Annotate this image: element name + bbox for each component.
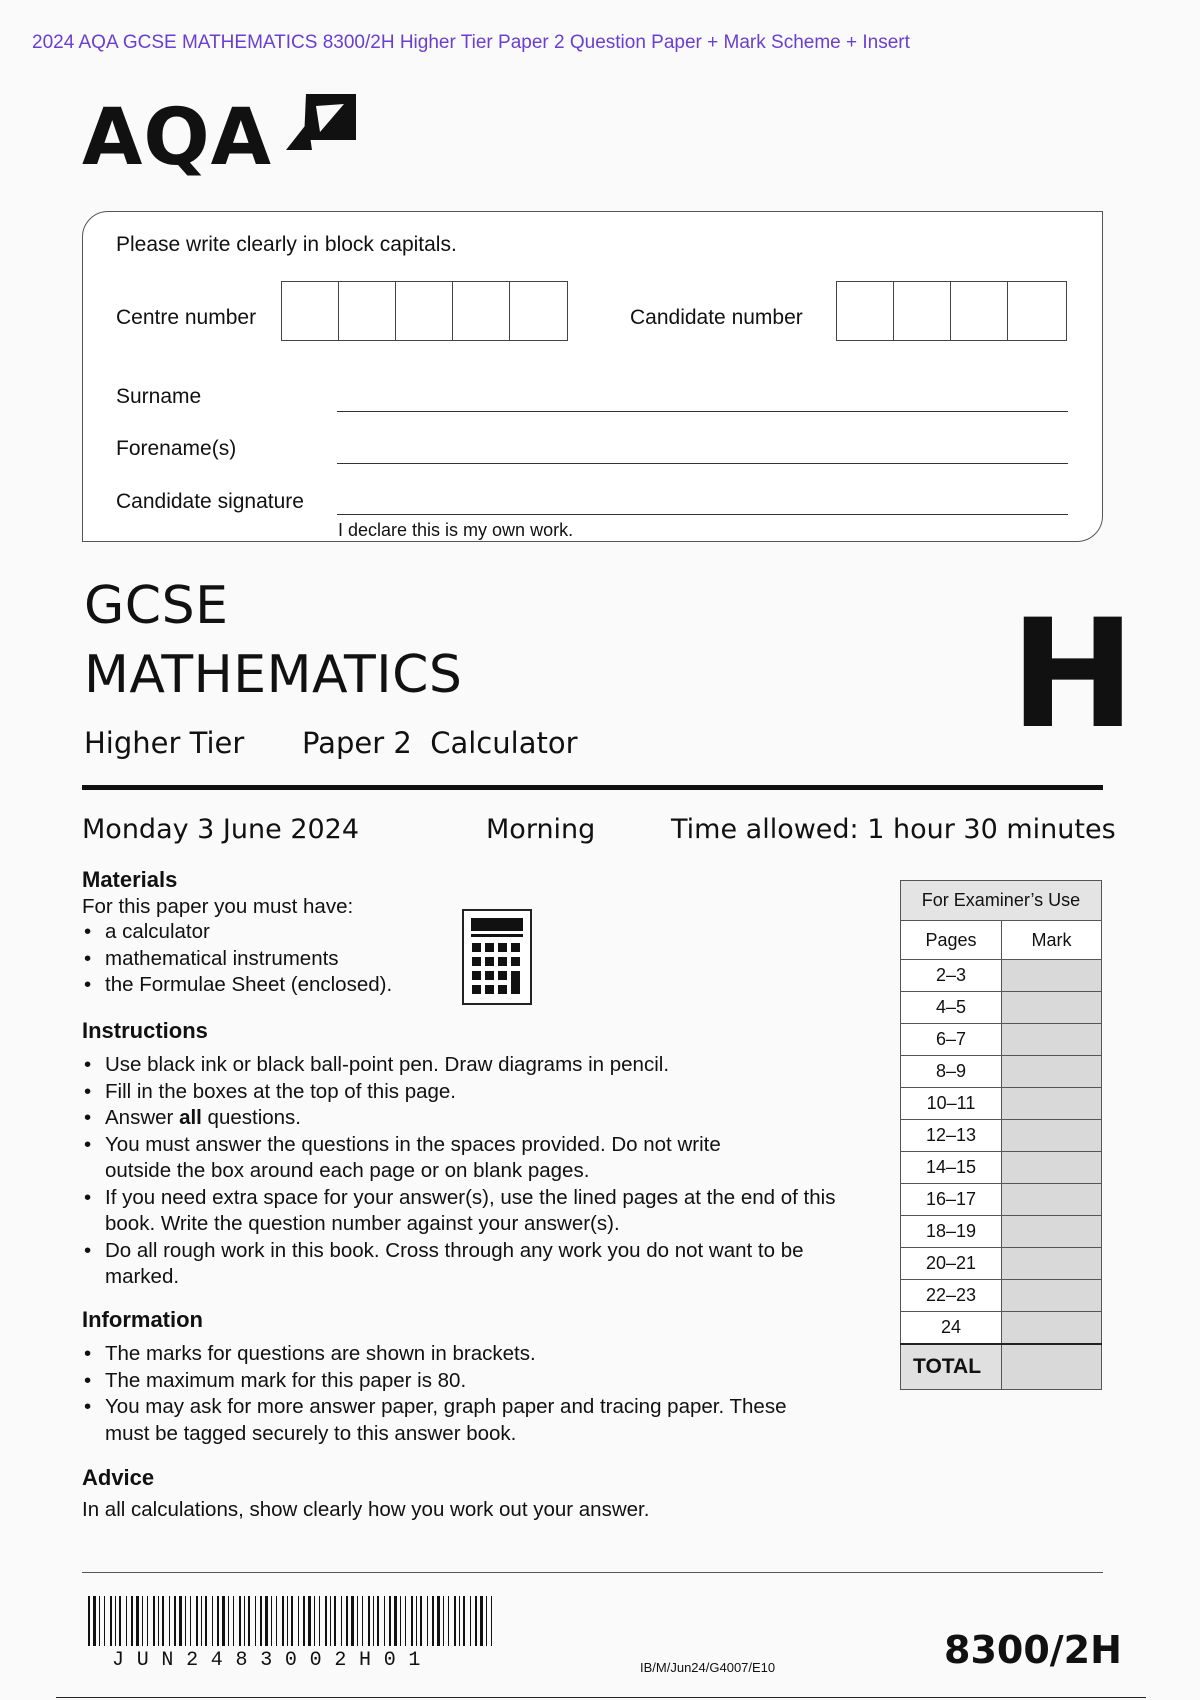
information-heading: Information <box>82 1307 203 1332</box>
forename-label: Forename(s) <box>116 437 237 460</box>
reference-code: IB/M/Jun24/G4007/E10 <box>640 1660 776 1675</box>
table-row: 12–13 <box>901 1120 1102 1152</box>
list-item: • the Formulae Sheet (enclosed). <box>82 972 482 999</box>
paper-code: 8300/2H <box>944 1628 1122 1672</box>
aqa-logo-text: AQA <box>82 93 273 183</box>
exam-session: Morning <box>486 814 596 845</box>
candidate-number-field[interactable] <box>836 281 1067 341</box>
mark-column-header: Mark <box>1002 921 1102 960</box>
mark-cell <box>1002 960 1102 992</box>
centre-digit-box[interactable] <box>282 282 339 340</box>
mark-cell <box>1002 992 1102 1024</box>
signature-line[interactable] <box>337 514 1068 515</box>
declaration-text: I declare this is my own work. <box>338 520 574 540</box>
barcode-image <box>88 1596 498 1654</box>
advice-heading: Advice <box>82 1465 155 1490</box>
subject-title: MATHEMATICS <box>84 645 463 705</box>
list-item: • The maximum mark for this paper is 80. <box>82 1368 802 1395</box>
candidate-digit-box[interactable] <box>894 282 951 340</box>
table-row: 20–21 <box>901 1248 1102 1280</box>
information-list <box>82 1341 802 1447</box>
advice-text: In all calculations, show clearly how you work out your answer. <box>82 1498 650 1521</box>
signature-label: Candidate signature <box>116 490 304 513</box>
total-mark-cell <box>1002 1344 1102 1390</box>
mark-cell <box>1002 1248 1102 1280</box>
aqa-logo-mark-icon <box>286 92 358 152</box>
mark-cell <box>1002 1056 1102 1088</box>
mark-cell <box>1002 1184 1102 1216</box>
list-item: • You may ask for more answer paper, graph paper and tracing paper. These must be tagged securely to this answer book. <box>82 1394 802 1447</box>
materials-heading: Materials <box>82 867 178 892</box>
aqa-logo <box>82 88 352 188</box>
examiner-use-table <box>900 880 1102 1390</box>
pages-column-header: Pages <box>901 921 1002 960</box>
exam-date: Monday 3 June 2024 <box>82 814 360 845</box>
mark-cell <box>1002 1024 1102 1056</box>
tier-letter: H <box>1010 588 1136 762</box>
forename-line[interactable] <box>337 463 1068 464</box>
table-row: 22–23 <box>901 1280 1102 1312</box>
centre-number-label: Centre number <box>116 306 257 329</box>
table-row: 18–19 <box>901 1216 1102 1248</box>
examiner-table-heading: For Examiner’s Use <box>901 881 1102 921</box>
list-item: • Fill in the boxes at the top of this page. <box>82 1079 852 1106</box>
instructions-heading: Instructions <box>82 1018 208 1043</box>
instructions-list <box>82 1052 852 1291</box>
calculator-icon <box>462 909 532 1005</box>
mark-cell <box>1002 1216 1102 1248</box>
table-row: 16–17 <box>901 1184 1102 1216</box>
list-item: • You must answer the questions in the spaces provided. Do not write outside the box around each page or on blank pages. <box>82 1132 852 1185</box>
centre-digit-box[interactable] <box>396 282 453 340</box>
table-row: 4–5 <box>901 992 1102 1024</box>
barcode-text: JUN2483002H01 <box>112 1649 434 1672</box>
list-item: • Answer all questions. <box>82 1105 852 1132</box>
mark-cell <box>1002 1088 1102 1120</box>
document-banner-title: 2024 AQA GCSE MATHEMATICS 8300/2H Higher Tier Paper 2 Question Paper + Mark Scheme + Insert <box>32 32 910 53</box>
surname-line[interactable] <box>337 411 1068 412</box>
total-row <box>901 1344 1102 1390</box>
centre-digit-box[interactable] <box>510 282 567 340</box>
table-row: 8–9 <box>901 1056 1102 1088</box>
time-allowed: Time allowed: 1 hour 30 minutes <box>671 814 1116 845</box>
table-row: 10–11 <box>901 1088 1102 1120</box>
block-capitals-instruction: Please write clearly in block capitals. <box>116 233 457 256</box>
candidate-digit-box[interactable] <box>951 282 1008 340</box>
mark-cell <box>1002 1312 1102 1344</box>
centre-number-field[interactable] <box>281 281 568 341</box>
candidate-number-label: Candidate number <box>630 306 803 329</box>
materials-intro: For this paper you must have: <box>82 895 354 918</box>
candidate-digit-box[interactable] <box>837 282 894 340</box>
table-row: 24 <box>901 1312 1102 1344</box>
mark-cell <box>1002 1152 1102 1184</box>
table-row: 6–7 <box>901 1024 1102 1056</box>
centre-digit-box[interactable] <box>339 282 396 340</box>
total-label: TOTAL <box>901 1344 1002 1390</box>
list-item: • The marks for questions are shown in brackets. <box>82 1341 802 1368</box>
tier-label: Higher Tier <box>84 726 245 760</box>
footer-divider <box>82 1572 1103 1573</box>
candidate-digit-box[interactable] <box>1008 282 1065 340</box>
qualification-title: GCSE <box>84 576 229 636</box>
list-item: • mathematical instruments <box>82 946 482 973</box>
materials-list <box>82 919 482 999</box>
mark-cell <box>1002 1120 1102 1152</box>
list-item: • Use black ink or black ball-point pen. Draw diagrams in pencil. <box>82 1052 852 1079</box>
list-item: • a calculator <box>82 919 482 946</box>
page-bottom-rule <box>56 1697 1146 1698</box>
title-divider <box>82 785 1103 790</box>
centre-digit-box[interactable] <box>453 282 510 340</box>
list-item: • Do all rough work in this book. Cross through any work you do not want to be marked. <box>82 1238 852 1291</box>
surname-label: Surname <box>116 385 202 408</box>
list-item: • If you need extra space for your answer(s), use the lined pages at the end of this book. Write the question number against your answer(s). <box>82 1185 852 1238</box>
paper-label: Paper 2 Calculator <box>302 726 578 760</box>
mark-cell <box>1002 1280 1102 1312</box>
table-row: 14–15 <box>901 1152 1102 1184</box>
table-row: 2–3 <box>901 960 1102 992</box>
